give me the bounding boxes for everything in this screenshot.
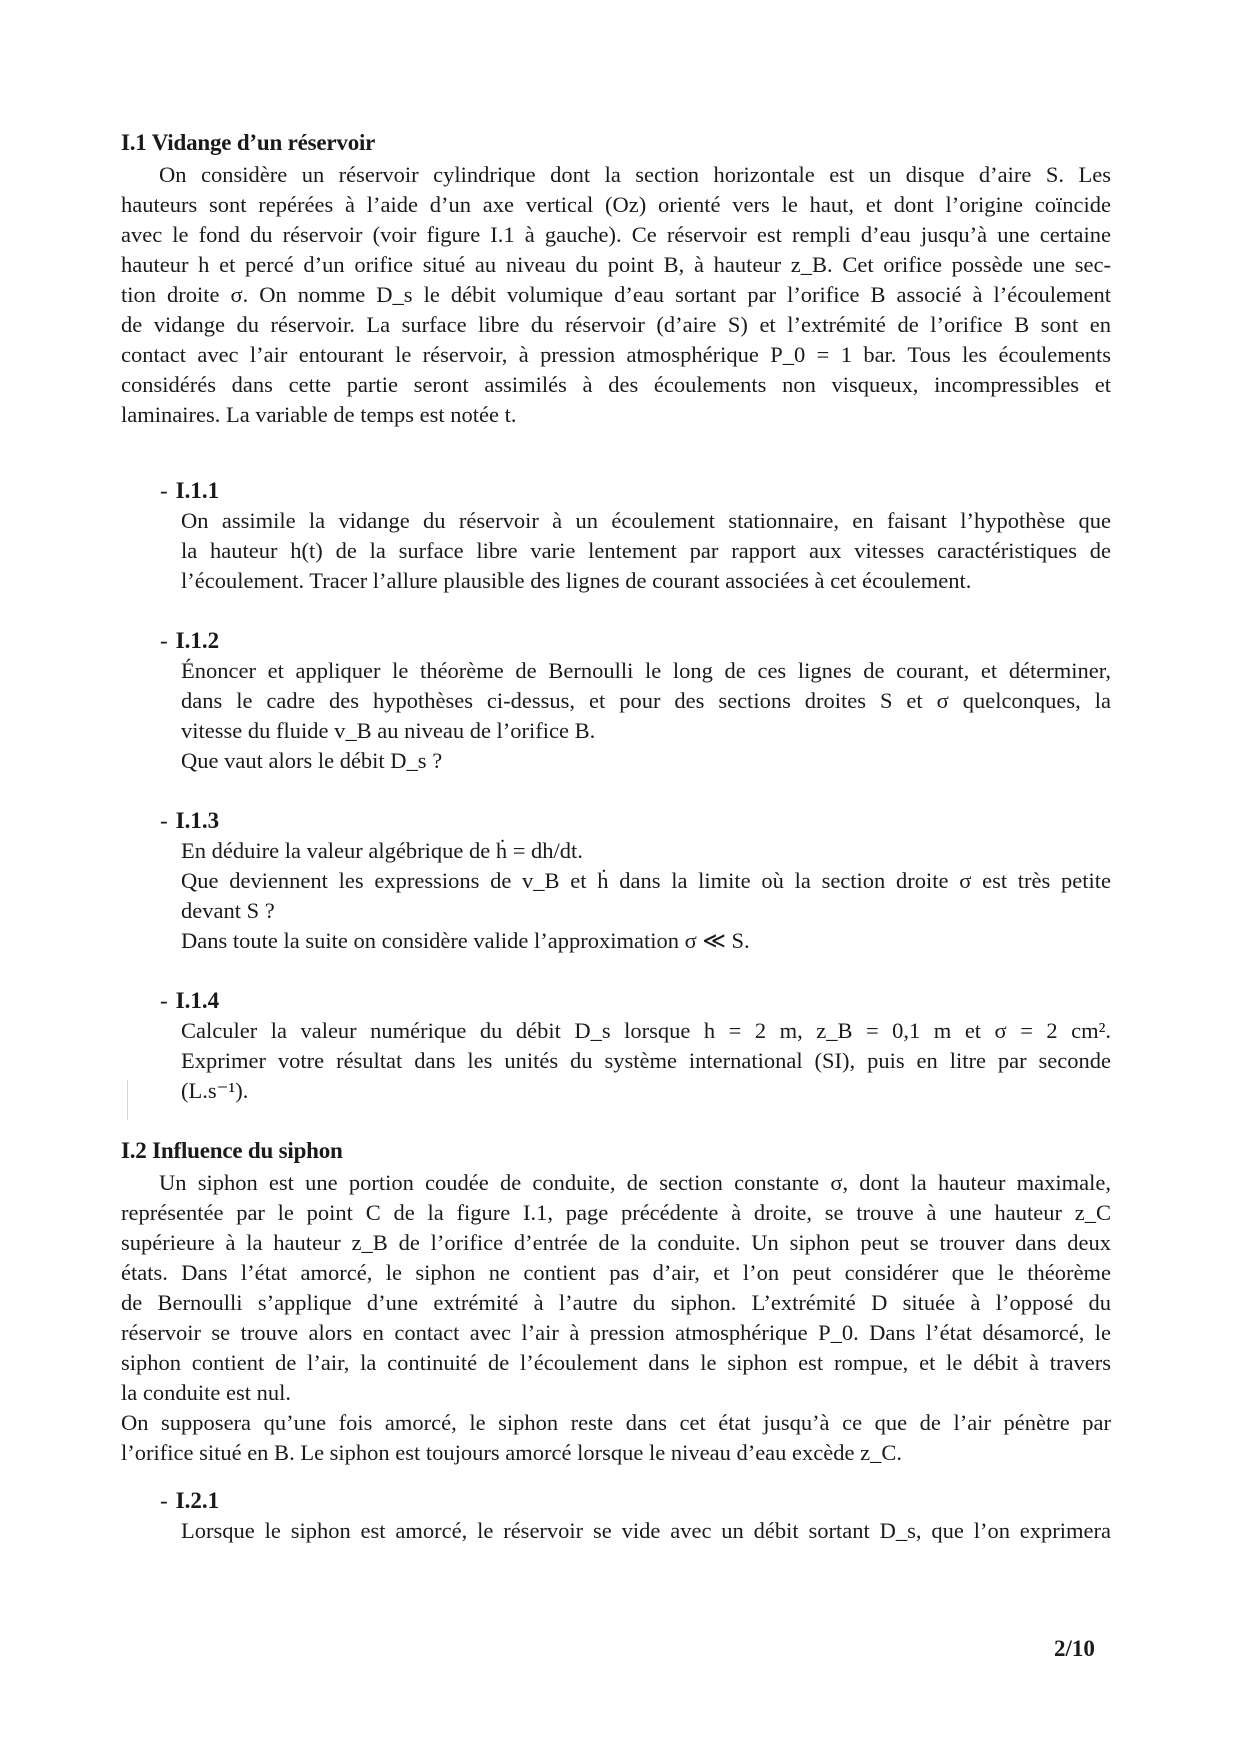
section-i1-intro	[121, 160, 1111, 430]
text-line: On supposera qu’une fois amorcé, le siphon reste dans cet état jusqu’à ce que de l’air pénètre par	[121, 1410, 1111, 1435]
question-label-i11: - I.1.1	[160, 478, 220, 503]
text-line: contact avec l’air entourant le réservoir, à pression atmosphérique P_0 = 1 bar. Tous les écoulements	[121, 342, 1111, 367]
section-i2-intro	[121, 1168, 1111, 1468]
text-line: supérieure à la hauteur z_B de l’orifice d’entrée de la conduite. Un siphon peut se trouver dans deux	[121, 1230, 1111, 1255]
text-line: états. Dans l’état amorcé, le siphon ne contient pas d’air, et l’on peut considérer que le théorème	[121, 1260, 1111, 1285]
section-title-i2: I.2 Influence du siphon	[121, 1138, 343, 1163]
text-line: siphon contient de l’air, la continuité de l’écoulement dans le siphon est rompue, et le débit à travers	[121, 1350, 1111, 1375]
page-number: 2/10	[1054, 1636, 1095, 1661]
text-line: l’orifice situé en B. Le siphon est toujours amorcé lorsque le niveau d’eau excède z_C.	[121, 1440, 902, 1465]
text-line: vitesse du fluide v_B au niveau de l’orifice B.	[181, 718, 596, 743]
text-line: Énoncer et appliquer le théorème de Bernoulli le long de ces lignes de courant, et déterminer,	[181, 658, 1111, 683]
question-body-i21	[181, 1516, 1111, 1546]
text-line: réservoir se trouve alors en contact avec l’air à pression atmosphérique P_0. Dans l’état désamorcé, le	[121, 1320, 1111, 1345]
question-label-i21: - I.2.1	[160, 1488, 220, 1513]
question-body-i13	[181, 836, 1111, 956]
text-line: avec le fond du réservoir (voir figure I.1 à gauche). Ce réservoir est rempli d’eau jusqu’à une certaine	[121, 222, 1111, 247]
question-label-i12: - I.1.2	[160, 628, 220, 653]
question-body-i11	[181, 506, 1111, 596]
text-line: Calculer la valeur numérique du débit D_s lorsque h = 2 m, z_B = 0,1 m et σ = 2 cm².	[181, 1018, 1111, 1043]
text-line: devant S ?	[181, 898, 275, 923]
text-line: de vidange du réservoir. La surface libre du réservoir (d’aire S) et l’extrémité de l’orifice B sont en	[121, 312, 1111, 337]
text-line: hauteurs sont repérées à l’aide d’un axe vertical (Oz) orienté vers le haut, et dont l’origine coïncide	[121, 192, 1111, 217]
text-line: On assimile la vidange du réservoir à un écoulement stationnaire, en faisant l’hypothèse que	[181, 508, 1111, 533]
text-line: En déduire la valeur algébrique de ḣ = dh/dt.	[181, 838, 583, 863]
text-line: considérés dans cette partie seront assimilés à des écoulements non visqueux, incompressibles et	[121, 372, 1111, 397]
text-line: Lorsque le siphon est amorcé, le réservoir se vide avec un débit sortant D_s, que l’on exprimera	[181, 1518, 1111, 1543]
question-label-i14: - I.1.4	[160, 988, 220, 1013]
scan-margin-mark	[127, 1080, 128, 1120]
text-line: Un siphon est une portion coudée de conduite, de section constante σ, dont la hauteur maximale,	[159, 1170, 1111, 1195]
text-line: hauteur h et percé d’un orifice situé au niveau du point B, à hauteur z_B. Cet orifice possède une sec-	[121, 252, 1111, 277]
text-line: On considère un réservoir cylindrique dont la section horizontale est un disque d’aire S. Les	[159, 162, 1111, 187]
text-line: Que deviennent les expressions de v_B et ḣ dans la limite où la section droite σ est très petite	[181, 868, 1111, 893]
section-title-i1: I.1 Vidange d’un réservoir	[121, 130, 376, 155]
text-line: la conduite est nul.	[121, 1380, 291, 1405]
text-line: laminaires. La variable de temps est notée t.	[121, 402, 517, 427]
text-line: l’écoulement. Tracer l’allure plausible des lignes de courant associées à cet écoulement.	[181, 568, 972, 593]
question-label-i13: - I.1.3	[160, 808, 220, 833]
question-body-i14	[181, 1016, 1111, 1106]
text-line: la hauteur h(t) de la surface libre varie lentement par rapport aux vitesses caractéristiques de	[181, 538, 1111, 563]
text-line: tion droite σ. On nomme D_s le débit volumique d’eau sortant par l’orifice B associé à l’écoulement	[121, 282, 1111, 307]
text-line: Dans toute la suite on considère valide l’approximation σ ≪ S.	[181, 928, 750, 953]
text-line: de Bernoulli s’applique d’une extrémité à l’autre du siphon. L’extrémité D située à l’opposé du	[121, 1290, 1111, 1315]
question-body-i12	[181, 656, 1111, 776]
text-line: (L.s⁻¹).	[181, 1078, 249, 1103]
text-line: Que vaut alors le débit D_s ?	[181, 748, 443, 773]
text-line: Exprimer votre résultat dans les unités du système international (SI), puis en litre par seconde	[181, 1048, 1111, 1073]
text-line: dans le cadre des hypothèses ci-dessus, et pour des sections droites S et σ quelconques, la	[181, 688, 1111, 713]
text-line: représentée par le point C de la figure I.1, page précédente à droite, se trouve à une hauteur z_C	[121, 1200, 1111, 1225]
